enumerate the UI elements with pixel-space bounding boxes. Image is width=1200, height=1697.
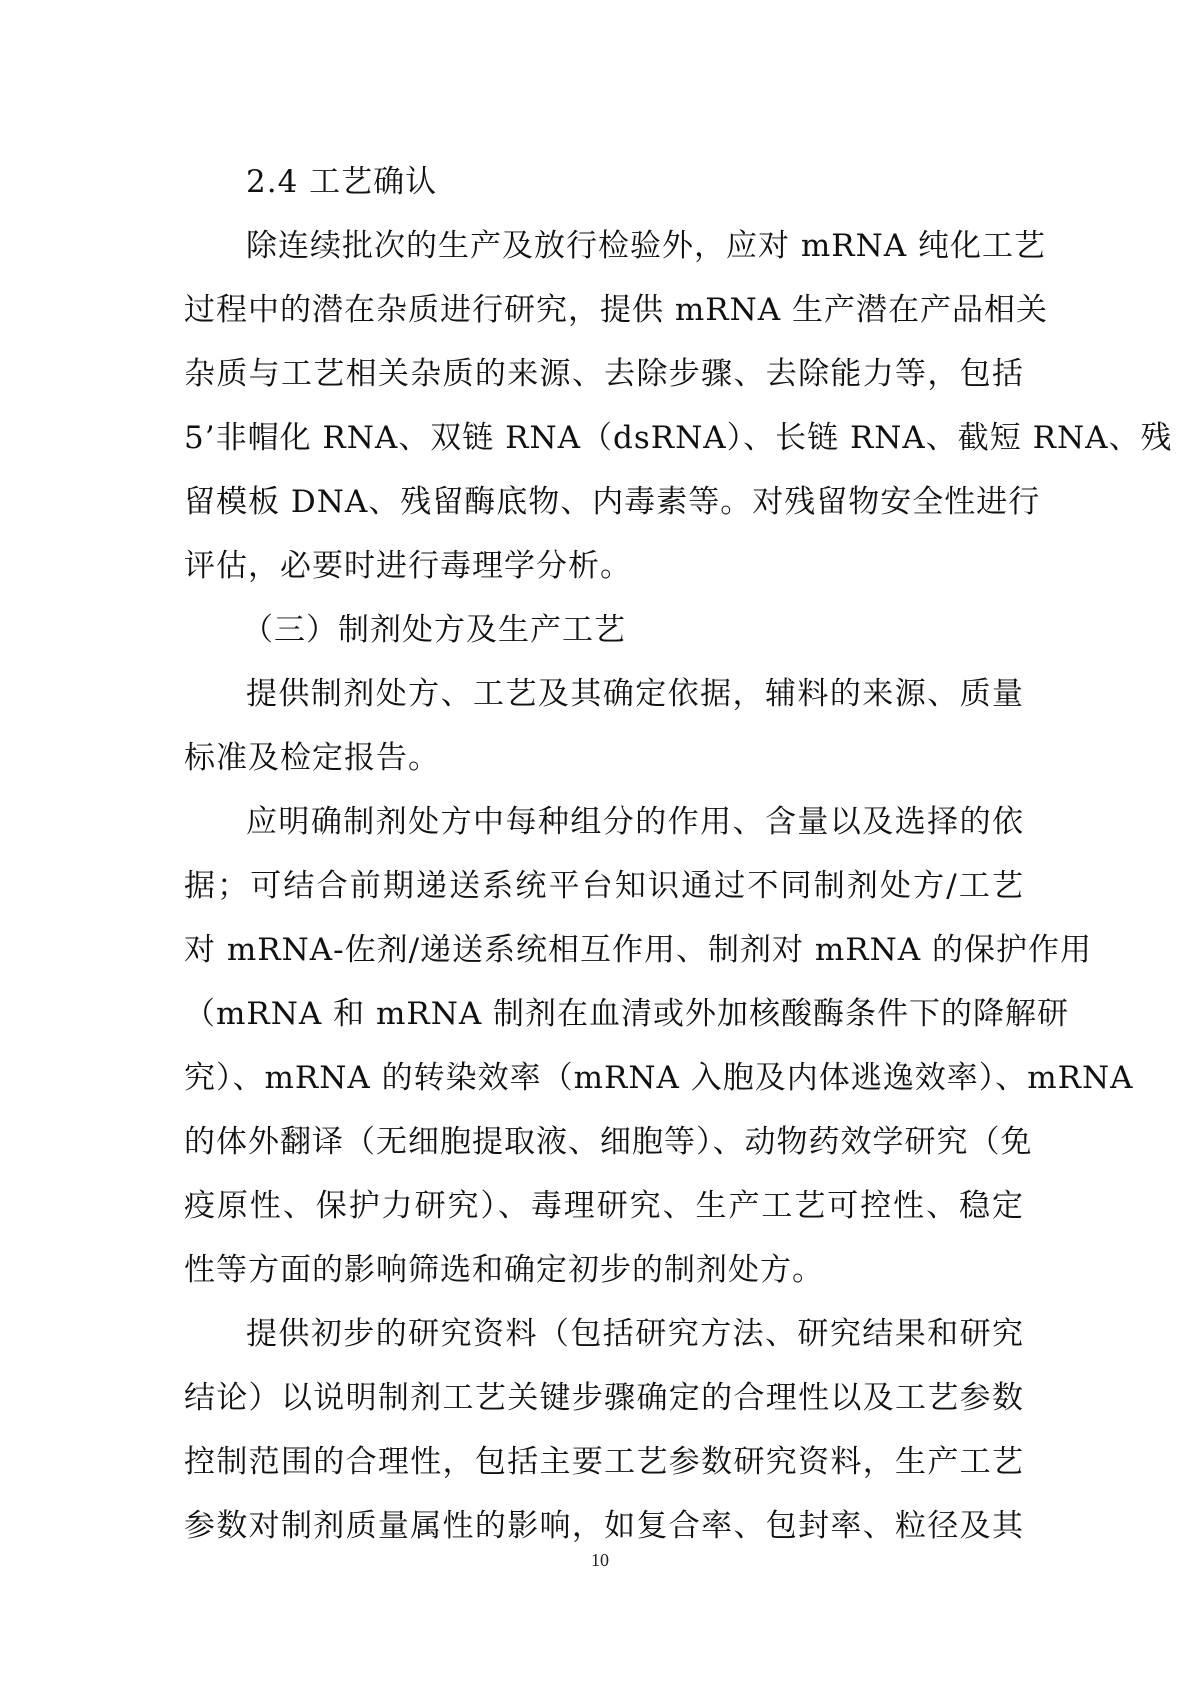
paragraph-line: 留模板 DNA、残留酶底物、内毒素等。对残留物安全性进行 (184, 484, 1041, 520)
paragraph-line: （mRNA 和 mRNA 制剂在血清或外加核酸酶条件下的降解研 (184, 996, 1070, 1032)
paragraph-line: 的体外翻译（无细胞提取液、细胞等）、动物药效学研究（免 (184, 1124, 1033, 1160)
paragraph-line: 据；可结合前期递送系统平台知识通过不同制剂处方/工艺 (184, 868, 1024, 904)
paragraph-formulation-basis (184, 662, 1024, 790)
subsection-heading: 2.4 工艺确认 (246, 164, 438, 200)
paragraph-line: 究）、mRNA 的转染效率（mRNA 入胞及内体逃逸效率）、mRNA (184, 1060, 1134, 1096)
paragraph-line: 对 mRNA-佐剂/递送系统相互作用、制剂对 mRNA 的保护作用 (184, 932, 1092, 968)
page-content (184, 150, 1173, 1558)
paragraph-line: 杂质与工艺相关杂质的来源、去除步骤、去除能力等，包括 (184, 356, 1024, 392)
page-number: 10 (591, 1550, 609, 1570)
section-heading: （三）制剂处方及生产工艺 (242, 612, 626, 648)
paragraph-line: 评估，必要时进行毒理学分析。 (184, 548, 632, 584)
paragraph-line: 性等方面的影响筛选和确定初步的制剂处方。 (184, 1252, 824, 1288)
paragraph-line: 结论）以说明制剂工艺关键步骤确定的合理性以及工艺参数 (184, 1380, 1024, 1416)
paragraph-line: 疫原性、保护力研究）、毒理研究、生产工艺可控性、稳定 (184, 1188, 1024, 1224)
paragraph-line: 5’非帽化 RNA、双链 RNA（dsRNA）、长链 RNA、截短 RNA、残 (184, 420, 1173, 456)
paragraph-line: 过程中的潜在杂质进行研究，提供 mRNA 生产潜在产品相关 (184, 292, 1048, 328)
paragraph-line: 除连续批次的生产及放行检验外，应对 mRNA 纯化工艺 (246, 228, 1046, 264)
paragraph-line: 应明确制剂处方中每种组分的作用、含量以及选择的依 (246, 804, 1024, 840)
paragraph-line: 提供初步的研究资料（包括研究方法、研究结果和研究 (246, 1316, 1024, 1352)
paragraph-process-research (184, 1302, 1024, 1558)
paragraph-line: 提供制剂处方、工艺及其确定依据，辅料的来源、质量 (246, 676, 1024, 712)
paragraph-impurity-study (184, 214, 1173, 598)
paragraph-line: 控制范围的合理性，包括主要工艺参数研究资料，生产工艺 (184, 1444, 1024, 1480)
paragraph-line: 参数对制剂质量属性的影响，如复合率、包封率、粒径及其 (184, 1508, 1024, 1544)
paragraph-line: 标准及检定报告。 (184, 740, 440, 776)
paragraph-formulation-components (184, 790, 1134, 1302)
